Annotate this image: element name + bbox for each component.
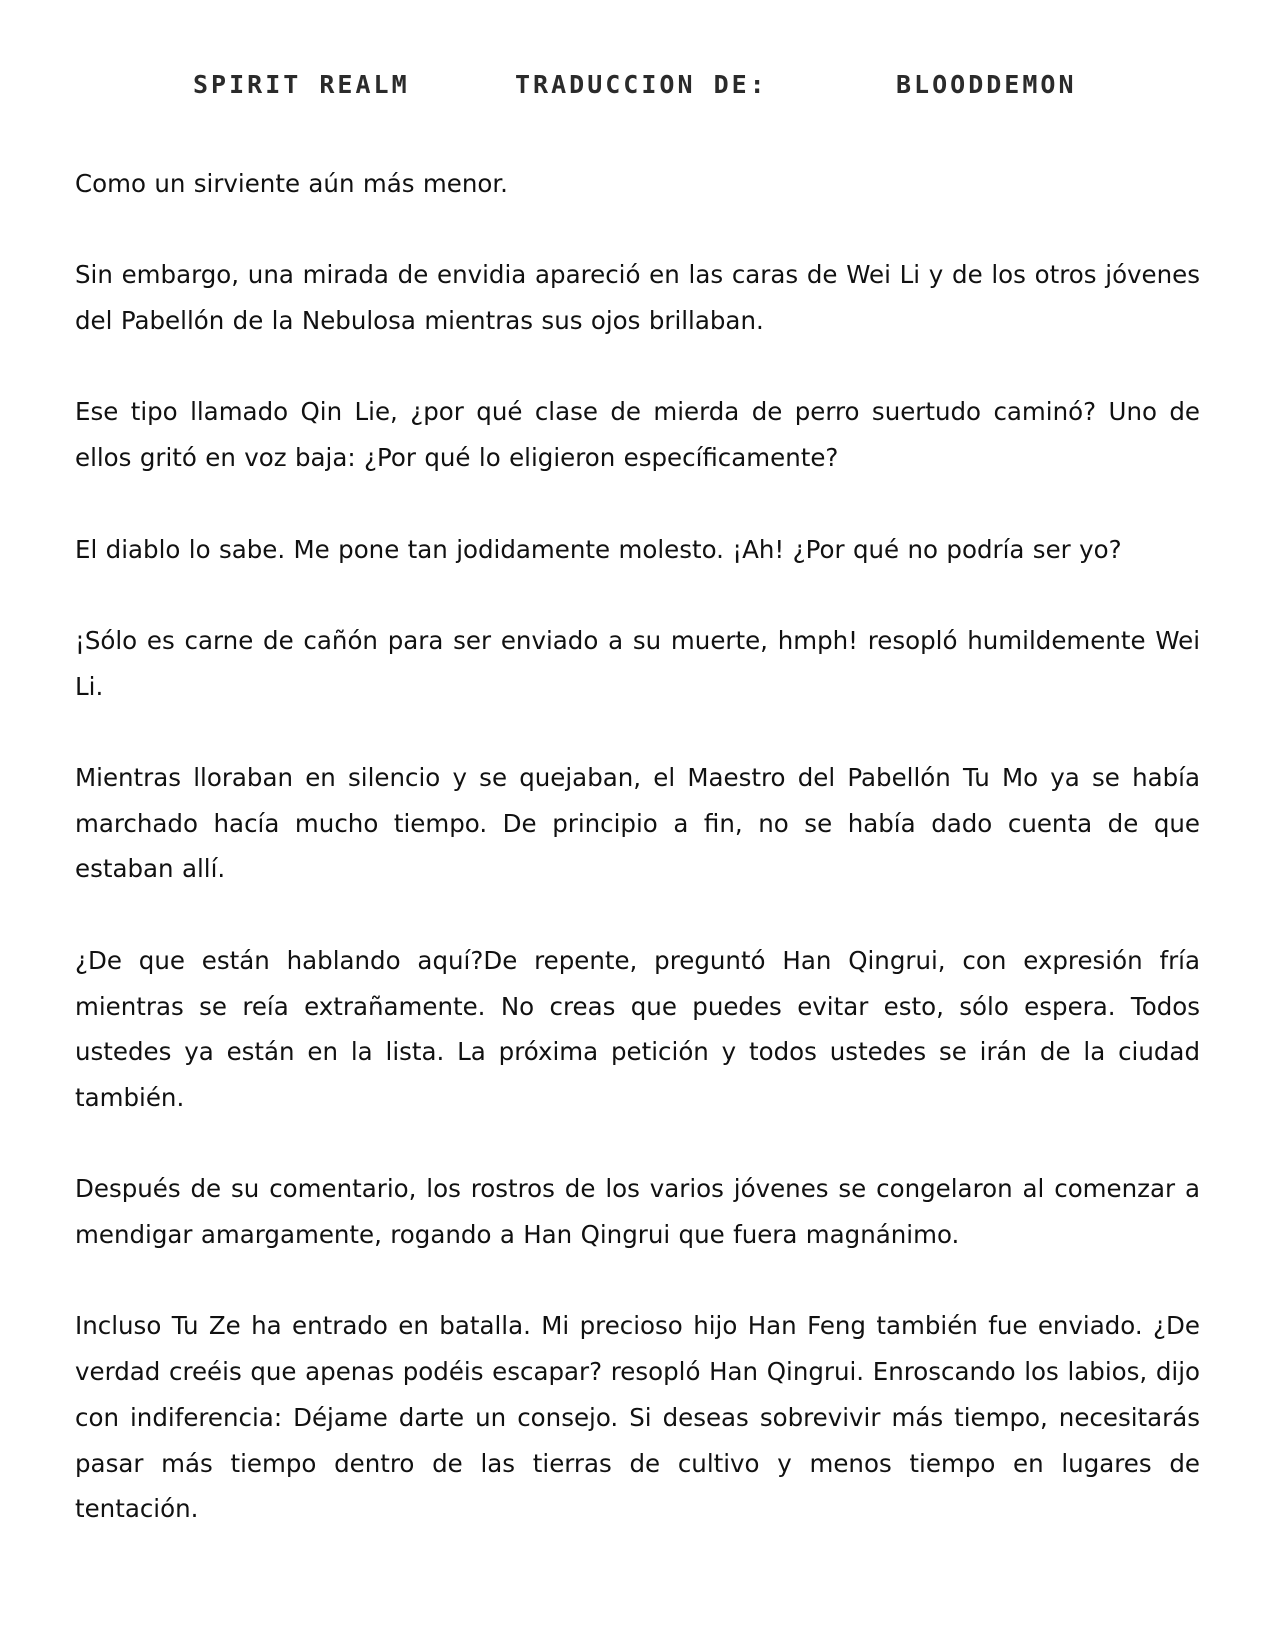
paragraph-5: ¡Sólo es carne de cañón para ser enviado a su muerte, hmph! resopló humildemente Wei Li. <box>75 625 1200 701</box>
paragraph-2: Sin embargo, una mirada de envidia apareció en las caras de Wei Li y de los otros jóvenes del Pabellón de la Nebulosa mientras sus ojos brillaban. <box>75 260 1200 336</box>
document-body <box>75 161 1200 1578</box>
header-title: SPIRIT REALM <box>193 70 410 99</box>
header-translation-label: TRADUCCION DE: <box>515 70 768 99</box>
paragraph-3: Ese tipo llamado Qin Lie, ¿por qué clase de mierda de perro suertudo caminó? Uno de ellos gritó en voz baja: ¿Por qué lo eligieron específicamente? <box>75 397 1200 473</box>
header-translator-name: BLOODDEMON <box>896 70 1077 99</box>
paragraph-4: El diablo lo sabe. Me pone tan jodidamente molesto. ¡Ah! ¿Por qué no podría ser yo? <box>75 534 1122 564</box>
paragraph-9: Incluso Tu Ze ha entrado en batalla. Mi precioso hijo Han Feng también fue enviado. ¿De verdad creéis que apenas podéis escapar? resopló Han Qingrui. Enroscando los labios, dijo con indiferencia: Déjame darte un consejo. Si deseas sobrevivir más tiempo, necesitarás pasar más tiempo dentro de las tierras de cultivo y menos tiempo en lugares de tentación. <box>75 1311 1200 1524</box>
paragraph-6: Mientras lloraban en silencio y se quejaban, el Maestro del Pabellón Tu Mo ya se había marchado hacía mucho tiempo. De principio a fin, no se había dado cuenta de que estaban allí. <box>75 763 1200 884</box>
page-header <box>0 70 1275 110</box>
paragraph-8: Después de su comentario, los rostros de los varios jóvenes se congelaron al comenzar a mendigar amargamente, rogando a Han Qingrui que fuera magnánimo. <box>75 1174 1200 1250</box>
paragraph-7: ¿De que están hablando aquí?De repente, preguntó Han Qingrui, con expresión fría mientras se reía extrañamente. No creas que puedes evitar esto, sólo espera. Todos ustedes ya están en la lista. La próxima petición y todos ustedes se irán de la ciudad también. <box>75 945 1200 1112</box>
paragraph-1: Como un sirviente aún más menor. <box>75 169 508 198</box>
